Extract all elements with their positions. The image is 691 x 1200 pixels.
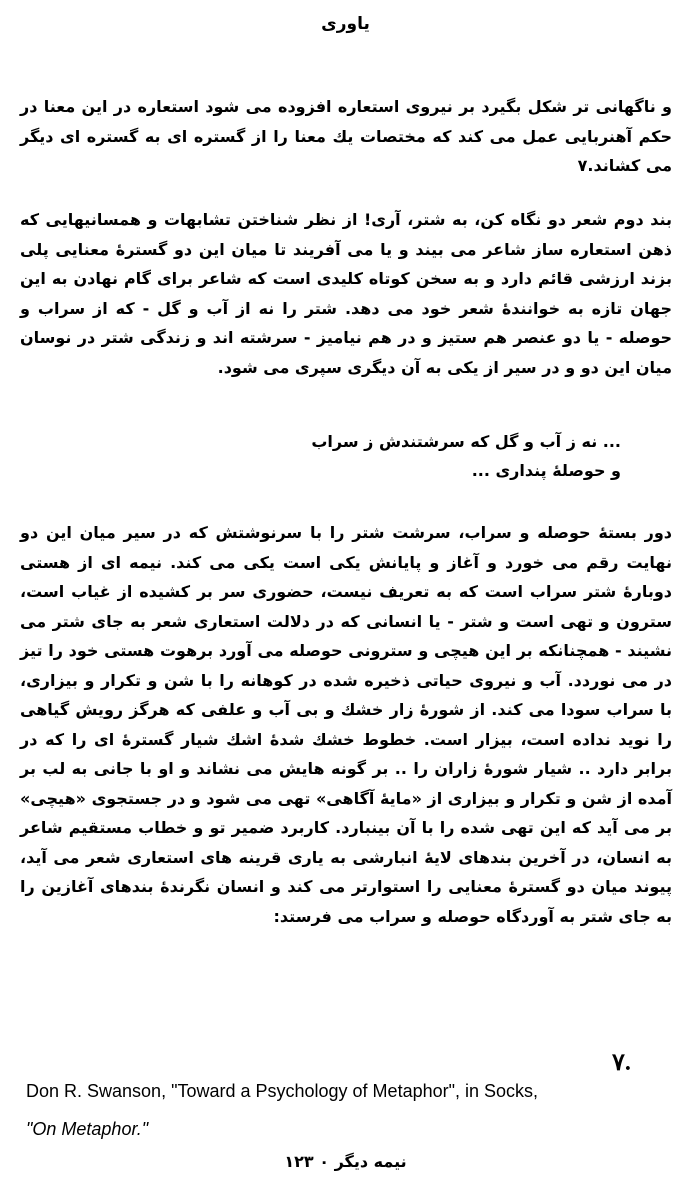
footnote-line-1: Don R. Swanson, "Toward a Psychology of Metaphor", in Socks, <box>26 1081 539 1101</box>
page-footer: نیمه دیگر ۰ ۱۲۳ <box>284 1152 407 1171</box>
poem-line-1: ... نه ز آب و گل که سرشتندش ز سراب <box>311 432 621 451</box>
running-header: یاوری <box>321 14 370 34</box>
poem-line-2: و حوصلهٔ پنداری ... <box>471 461 621 480</box>
footnote-number: ۷. <box>612 1050 631 1076</box>
footnote-line-2: "On Metaphor." <box>26 1119 149 1139</box>
poem-quote <box>121 427 621 485</box>
paragraph-2: بند دوم شعر دو نگاه کن، به شتر، آری! از نظر شناختن تشابهات و همسانیهایی که ذهن استعاره ساز شاعر می بیند و یا می آفریند تا میان این دو گسترهٔ معنایی پلی بزند ارزشی قائم دارد و به سخن کوتاه کلیدی است که شاعر برای گام نهادن به این جهان تازه به خوانندهٔ شعر خود می دهد. شتر را نه از آب و گل - که از سراب و حوصله - یا دو عنصر هم ستیز و در هم نیامیز - سرشته اند و زندگی شتر در نوسان میان این دو و در سیر از یکی به آن دیگری سپری می شود. <box>20 210 672 377</box>
paragraph-3: دور بستهٔ حوصله و سراب، سرشت شتر را با سرنوشتش که در سیر میان این دو نهایت رقم می خورد و آغاز و پایانش یکی است یکی می کند. نیمه ای از هستی دوبارهٔ شتر سراب است که به تعریف نیست، حضوری سر بر کشیده از غیاب است، سترون و تهی است و شتر - یا انسانی که در دلالت استعاری شعر به جای شتر می نشیند - همچنانکه بر این هیچی و سترونی حوصله می آورد برهوت هستی خود را تیز در می نوردد. آب و نیروی حیاتی ذخیره شده در کوهانه را با شن و تکرار و بیزاری، با سراب سودا می کند. از شورهٔ زار خشك و بی آب و علفی که هرگز رویش گیاهی را نوید نداده است، بیزار است. خطوط خشك شدهٔ اشك شیار گسترهٔ ای را که در برابر دارد .. شیار شورهٔ زاران را .. بر گونه هایش می نشاند و او با جانی به لب بر آمده از شن و تکرار و بیزاری از «مایهٔ آگاهی» تهی می شود و در جستجوی «هیچی» بر می آید که این تهی شده را با آن بینبارد. کاربرد ضمیر تو و خطاب مستقیم شاعر به انسان، در آخرین بندهای لایهٔ انبارشی به یاری قرینه های استعاری شعر می آید، پیوند میان دو گسترهٔ معنایی را استوارتر می کند و انسان نگرندهٔ بندهای آغازین را به جای شتر به آوردگاه حوصله و سراب می فرستد: <box>20 523 672 926</box>
footnote <box>26 1072 666 1148</box>
paragraph-1: و ناگهانی تر شکل بگیرد بر نیروی استعاره افزوده می شود استعاره در این معنا در حکم آهنربایی عمل می کند که مختصات یك معنا را از گستره ای به گستره ای دیگر می کشاند.۷ <box>20 97 672 175</box>
